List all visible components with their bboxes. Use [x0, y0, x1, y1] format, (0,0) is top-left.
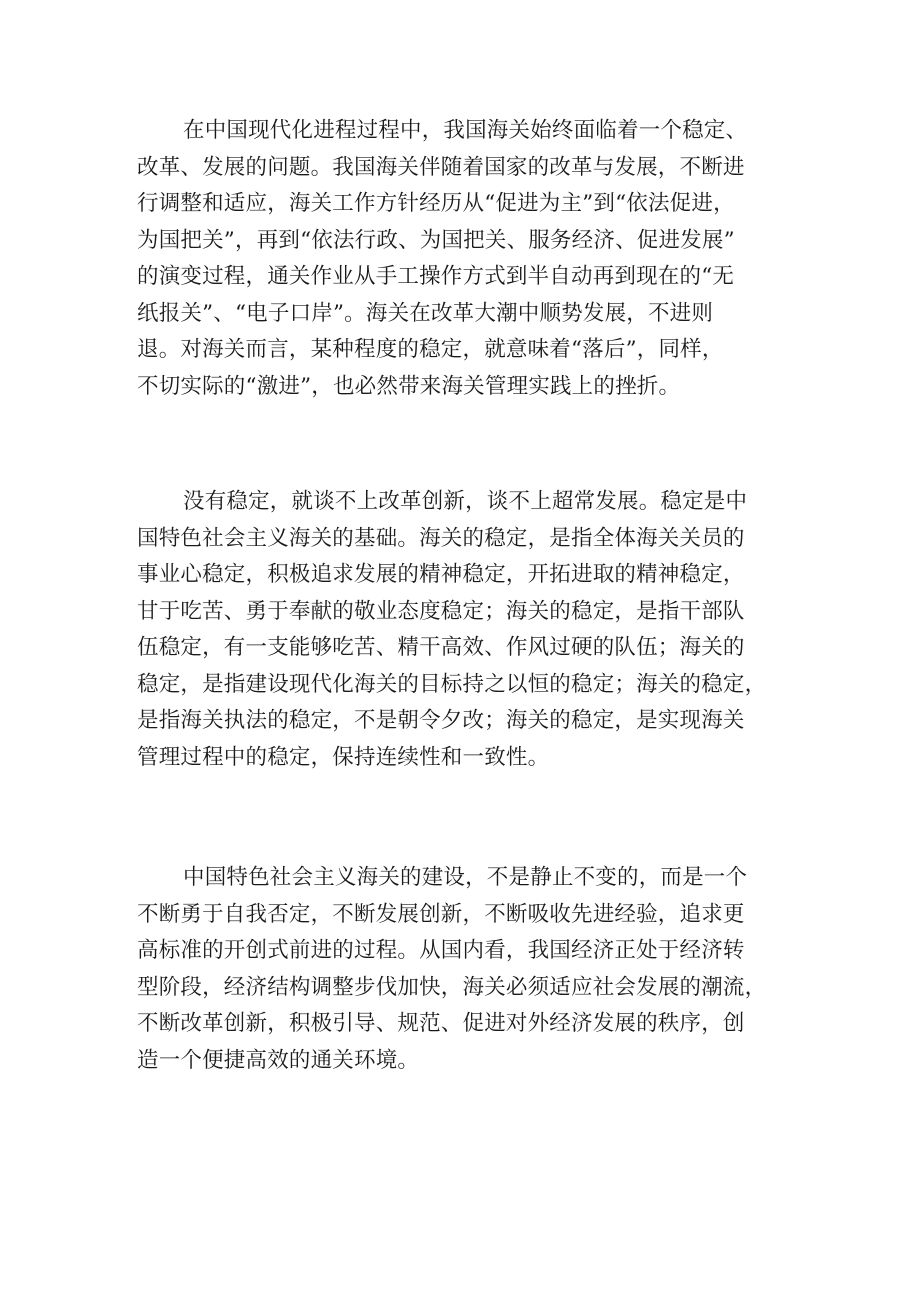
- paragraph-1: [137, 113, 817, 405]
- text-line: 甘于吃苦、勇于奉献的敬业态度稳定；海关的稳定，是指干部队: [137, 598, 745, 624]
- text-line: 高标准的开创式前进的过程。从国内看，我国经济正处于经济转: [137, 938, 745, 963]
- text-line: 不断勇于自我否定，不断发展创新，不断吸收先进经验，追求更: [137, 901, 745, 927]
- text-line: 事业心稳定，积极追求发展的精神稳定，开拓进取的精神稳定，: [137, 562, 745, 587]
- text-line: 为国把关”，再到“依法行政、为国把关、服务经济、促进发展”: [137, 227, 735, 253]
- text-line: 不断改革创新，积极引导、规范、促进对外经济发展的秩序，创: [137, 1011, 745, 1036]
- text-line: 纸报关”、“电子口岸”。海关在改革大潮中顺势发展，不进则: [137, 300, 714, 326]
- paragraph-2: [137, 484, 817, 776]
- text-line: 在中国现代化进程过程中，我国海关始终面临着一个稳定、: [183, 118, 748, 143]
- text-line: 退。对海关而言，某种程度的稳定，就意味着“落后”，同样，: [137, 337, 724, 362]
- text-line: 的演变过程，通关作业从手工操作方式到半自动再到现在的“无: [137, 264, 735, 289]
- text-line: 不切实际的“激进”，也必然带来海关管理实践上的挫折。: [137, 373, 681, 399]
- text-line: 行调整和适应，海关工作方针经历从“促进为主”到“依法促进，: [137, 191, 735, 216]
- text-line: 国特色社会主义海关的基础。海关的稳定，是指全体海关关员的: [137, 525, 745, 551]
- text-line: 伍稳定，有一支能够吃苦、精干高效、作风过硬的队伍；海关的: [137, 635, 745, 660]
- text-line: 没有稳定，就谈不上改革创新，谈不上超常发展。稳定是中: [183, 489, 748, 514]
- text-line: 是指海关执法的稳定，不是朝令夕改；海关的稳定，是实现海关: [137, 708, 745, 733]
- text-line: 改革、发展的问题。我国海关伴随着国家的改革与发展，不断进: [137, 154, 745, 180]
- text-line: 中国特色社会主义海关的建设，不是静止不变的，而是一个: [183, 865, 748, 890]
- text-line: 管理过程中的稳定，保持连续性和一致性。: [137, 744, 550, 770]
- text-line: 造一个便捷高效的通关环境。: [137, 1047, 420, 1073]
- paragraph-3: [137, 860, 817, 1079]
- text-line: 稳定，是指建设现代化海关的目标持之以恒的稳定；海关的稳定，: [137, 671, 767, 697]
- text-line: 型阶段，经济结构调整步伐加快，海关必须适应社会发展的潮流，: [137, 974, 767, 1000]
